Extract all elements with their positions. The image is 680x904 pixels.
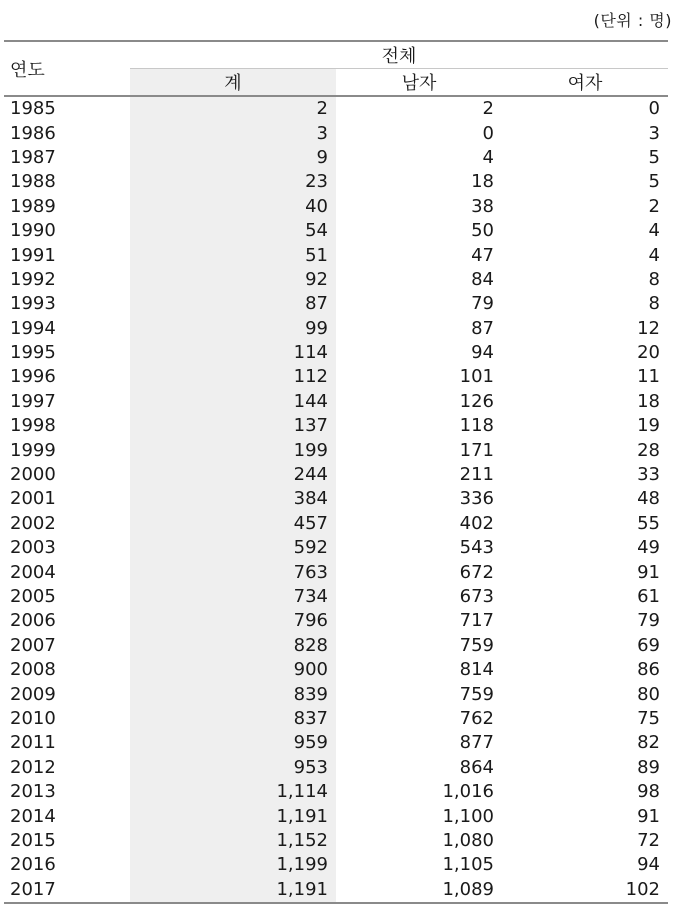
female-cell: 4 <box>648 244 660 266</box>
male-cell: 2 <box>482 98 494 120</box>
group-column-header: 전체 <box>130 41 668 69</box>
male-cell: 1,105 <box>442 854 494 876</box>
female-cell: 75 <box>637 707 660 729</box>
male-cell: 101 <box>459 366 494 388</box>
total-cell: 40 <box>130 195 336 219</box>
female-cell: 18 <box>637 390 660 412</box>
unit-label: (단위 : 명) <box>593 11 672 30</box>
year-cell: 1995 <box>10 342 56 364</box>
table-row <box>4 146 668 170</box>
male-cell: 336 <box>459 488 494 510</box>
table-row <box>4 585 668 609</box>
total-cell: 2 <box>130 96 336 121</box>
total-cell: 837 <box>130 707 336 731</box>
table-row <box>4 317 668 341</box>
male-cell: 543 <box>459 537 494 559</box>
female-cell: 49 <box>637 537 660 559</box>
year-cell: 2003 <box>10 537 56 559</box>
statistics-table-container <box>4 40 668 904</box>
total-cell: 87 <box>130 292 336 316</box>
total-cell: 828 <box>130 634 336 658</box>
male-cell: 118 <box>459 415 494 437</box>
year-cell: 1991 <box>10 244 56 266</box>
year-cell: 2012 <box>10 756 56 778</box>
year-cell: 2002 <box>10 512 56 534</box>
table-row <box>4 268 668 292</box>
table-row <box>4 463 668 487</box>
total-cell: 144 <box>130 390 336 414</box>
male-cell: 79 <box>471 293 494 315</box>
table-header <box>4 41 668 96</box>
total-cell: 244 <box>130 463 336 487</box>
female-cell: 19 <box>637 415 660 437</box>
female-column-header: 여자 <box>502 69 668 97</box>
male-cell: 126 <box>459 390 494 412</box>
male-cell: 0 <box>482 122 494 144</box>
table-row <box>4 853 668 877</box>
table-row <box>4 658 668 682</box>
table-body <box>4 96 668 903</box>
year-cell: 2016 <box>10 854 56 876</box>
year-cell: 1988 <box>10 171 56 193</box>
year-cell: 2007 <box>10 634 56 656</box>
female-cell: 2 <box>648 195 660 217</box>
female-cell: 55 <box>637 512 660 534</box>
female-cell: 20 <box>637 342 660 364</box>
year-cell: 2008 <box>10 659 56 681</box>
male-cell: 762 <box>459 707 494 729</box>
female-cell: 33 <box>637 464 660 486</box>
female-cell: 86 <box>637 659 660 681</box>
total-cell: 3 <box>130 121 336 145</box>
table-row <box>4 292 668 316</box>
male-cell: 717 <box>459 610 494 632</box>
male-cell: 47 <box>471 244 494 266</box>
total-cell: 900 <box>130 658 336 682</box>
total-cell: 959 <box>130 731 336 755</box>
male-cell: 1,100 <box>442 805 494 827</box>
total-cell: 54 <box>130 219 336 243</box>
table-row <box>4 121 668 145</box>
male-cell: 211 <box>459 464 494 486</box>
female-cell: 3 <box>648 122 660 144</box>
table-row <box>4 609 668 633</box>
male-cell: 673 <box>459 586 494 607</box>
table-row <box>4 707 668 731</box>
year-cell: 1986 <box>10 122 56 144</box>
female-cell: 48 <box>637 488 660 510</box>
female-cell: 80 <box>637 683 660 705</box>
male-cell: 50 <box>471 220 494 242</box>
male-cell: 1,089 <box>336 878 502 903</box>
year-cell: 1993 <box>10 293 56 315</box>
year-cell: 2005 <box>10 586 56 607</box>
total-cell: 23 <box>130 170 336 194</box>
total-cell: 1,191 <box>130 804 336 828</box>
female-cell: 102 <box>502 878 668 903</box>
total-cell: 1,152 <box>130 829 336 853</box>
table-row <box>4 804 668 828</box>
table-row <box>4 243 668 267</box>
total-cell: 734 <box>130 585 336 609</box>
male-cell: 84 <box>471 268 494 290</box>
male-cell: 4 <box>482 146 494 168</box>
total-cell: 763 <box>130 560 336 584</box>
male-cell: 877 <box>459 732 494 754</box>
year-cell: 2013 <box>10 781 56 803</box>
total-cell: 1,191 <box>130 878 336 903</box>
female-cell: 61 <box>637 586 660 607</box>
total-cell: 592 <box>130 536 336 560</box>
year-cell: 1999 <box>10 439 56 461</box>
male-cell: 87 <box>471 317 494 339</box>
total-cell: 1,114 <box>130 780 336 804</box>
table-row <box>4 682 668 706</box>
total-cell: 92 <box>130 268 336 292</box>
total-cell: 137 <box>130 414 336 438</box>
year-cell: 2015 <box>10 829 56 851</box>
female-cell: 69 <box>637 634 660 656</box>
total-cell: 457 <box>130 512 336 536</box>
year-cell: 2017 <box>4 878 130 903</box>
table-row <box>4 780 668 804</box>
female-cell: 72 <box>637 829 660 851</box>
total-cell: 953 <box>130 756 336 780</box>
table-row <box>4 438 668 462</box>
table-row <box>4 96 668 121</box>
female-cell: 91 <box>637 805 660 827</box>
table-row <box>4 878 668 903</box>
table-row <box>4 195 668 219</box>
table-row <box>4 341 668 365</box>
total-cell: 51 <box>130 243 336 267</box>
table-row <box>4 731 668 755</box>
year-cell: 2014 <box>10 805 56 827</box>
female-cell: 79 <box>637 610 660 632</box>
table-row <box>4 414 668 438</box>
table-row <box>4 390 668 414</box>
year-cell: 1998 <box>10 415 56 437</box>
male-cell: 171 <box>459 439 494 461</box>
total-cell: 1,199 <box>130 853 336 877</box>
table-row <box>4 536 668 560</box>
female-cell: 82 <box>637 732 660 754</box>
total-cell: 99 <box>130 317 336 341</box>
total-cell: 112 <box>130 365 336 389</box>
year-cell: 2004 <box>10 561 56 583</box>
female-cell: 11 <box>637 366 660 388</box>
male-cell: 18 <box>471 171 494 193</box>
year-cell: 1989 <box>10 195 56 217</box>
female-cell: 98 <box>637 781 660 803</box>
female-cell: 12 <box>637 317 660 339</box>
year-cell: 2000 <box>10 464 56 486</box>
table-row <box>4 634 668 658</box>
female-cell: 5 <box>648 146 660 168</box>
female-cell: 94 <box>637 854 660 876</box>
year-cell: 2011 <box>10 732 56 754</box>
female-cell: 91 <box>637 561 660 583</box>
table-row <box>4 829 668 853</box>
male-cell: 1,016 <box>442 781 494 803</box>
year-cell: 1990 <box>10 220 56 242</box>
male-cell: 759 <box>459 683 494 705</box>
statistics-table <box>4 40 668 904</box>
male-cell: 38 <box>471 195 494 217</box>
female-cell: 89 <box>637 756 660 778</box>
female-cell: 28 <box>637 439 660 461</box>
female-cell: 4 <box>648 220 660 242</box>
table-row <box>4 219 668 243</box>
male-cell: 672 <box>459 561 494 583</box>
year-cell: 1987 <box>10 146 56 168</box>
total-column-header: 계 <box>130 69 336 97</box>
table-row <box>4 560 668 584</box>
male-cell: 759 <box>459 634 494 656</box>
year-cell: 1992 <box>10 268 56 290</box>
year-cell: 2001 <box>10 488 56 510</box>
year-cell: 2006 <box>10 610 56 632</box>
male-cell: 864 <box>459 756 494 778</box>
table-row <box>4 170 668 194</box>
total-cell: 839 <box>130 682 336 706</box>
year-cell: 1985 <box>10 98 56 120</box>
male-cell: 814 <box>459 659 494 681</box>
total-cell: 199 <box>130 438 336 462</box>
total-cell: 384 <box>130 487 336 511</box>
male-cell: 402 <box>459 512 494 534</box>
male-cell: 94 <box>471 342 494 364</box>
table-row <box>4 365 668 389</box>
year-column-header: 연도 <box>4 41 130 96</box>
total-cell: 9 <box>130 146 336 170</box>
total-cell: 114 <box>130 341 336 365</box>
year-cell: 2010 <box>10 707 56 729</box>
female-cell: 8 <box>648 293 660 315</box>
year-cell: 1997 <box>10 390 56 412</box>
year-cell: 1994 <box>10 317 56 339</box>
table-row <box>4 512 668 536</box>
female-cell: 8 <box>648 268 660 290</box>
total-cell: 796 <box>130 609 336 633</box>
year-cell: 1996 <box>10 366 56 388</box>
table-row <box>4 487 668 511</box>
female-cell: 5 <box>648 171 660 193</box>
year-cell: 2009 <box>10 683 56 705</box>
male-column-header: 남자 <box>336 69 502 97</box>
table-row <box>4 756 668 780</box>
male-cell: 1,080 <box>442 829 494 851</box>
female-cell: 0 <box>648 98 660 120</box>
